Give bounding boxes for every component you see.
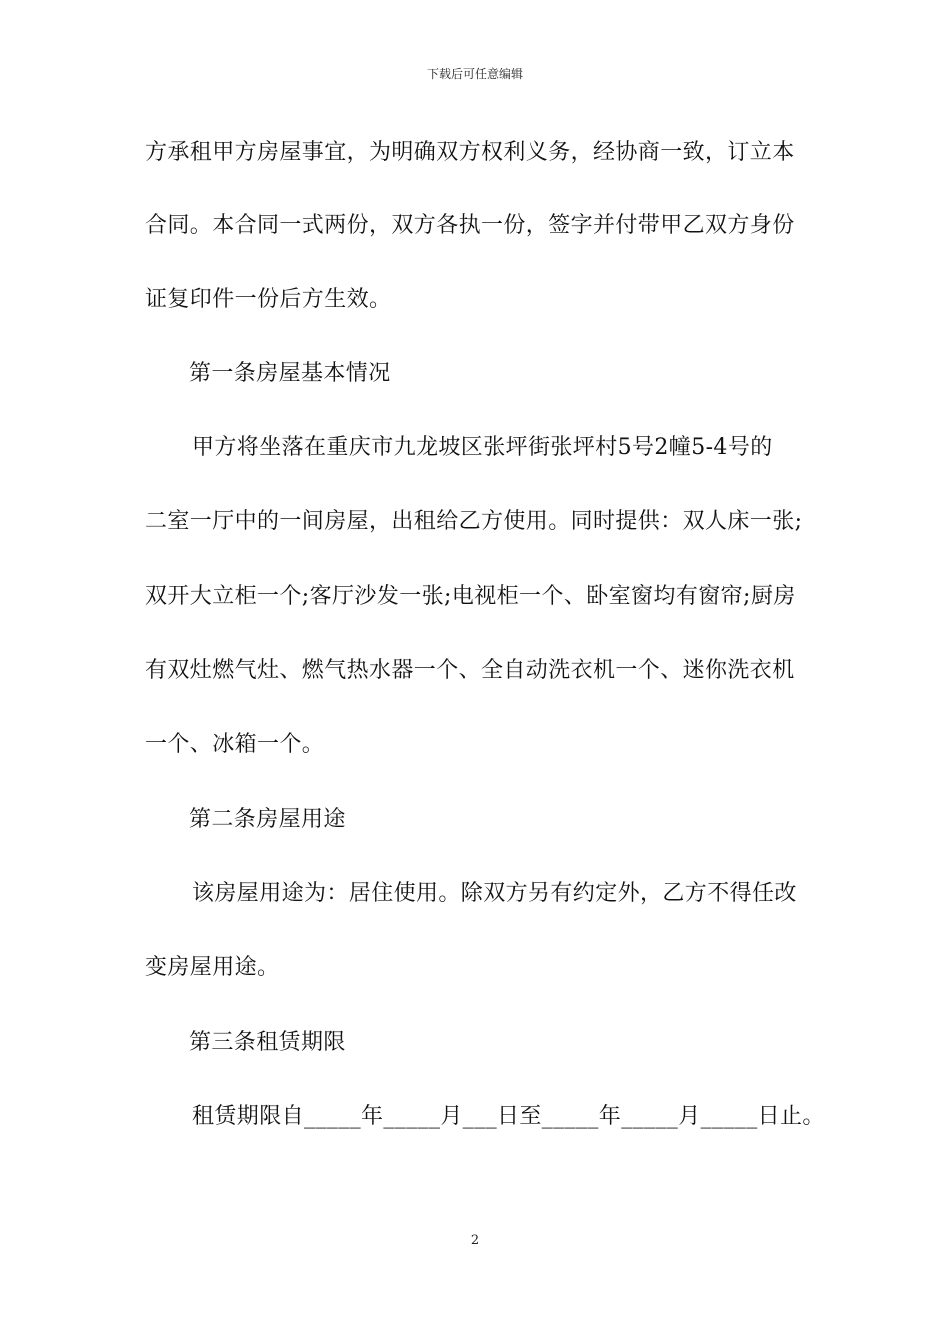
paragraph-line: 双开大立柜一个;客厅沙发一张;电视柜一个、卧室窗均有窗帘;厨房 — [145, 584, 796, 609]
paragraph-line: 合同。本合同一式两份，双方各执一份，签字并付带甲乙双方身份 — [145, 213, 795, 238]
section-heading-2: 第二条房屋用途 — [189, 807, 346, 832]
page-header: 下载后可任意编辑 — [426, 67, 523, 81]
paragraph-line: 甲方将坐落在重庆市九龙坡区张坪街张坪村5号2幢5-4号的 — [192, 435, 773, 460]
paragraph-line: 证复印件一份后方生效。 — [145, 287, 392, 312]
section-heading-1: 第一条房屋基本情况 — [189, 361, 391, 386]
paragraph-line: 变房屋用途。 — [145, 955, 280, 980]
paragraph-line: 有双灶燃气灶、燃气热水器一个、全自动洗衣机一个、迷你洗衣机 — [145, 658, 795, 683]
paragraph-line: 一个、冰箱一个。 — [145, 732, 325, 757]
paragraph-line: 该房屋用途为：居住使用。除双方另有约定外，乙方不得任改 — [192, 881, 797, 906]
paragraph-line: 方承租甲方房屋事宜，为明确双方权利义务，经协商一致，订立本 — [145, 140, 795, 165]
page-number: 2 — [470, 1233, 480, 1248]
paragraph-line: 租赁期限自_____年_____月___日至_____年_____月_____日止。 — [192, 1104, 825, 1129]
section-heading-3: 第三条租赁期限 — [189, 1030, 346, 1055]
paragraph-line: 二室一厅中的一间房屋，出租给乙方使用。同时提供：双人床一张; — [145, 509, 803, 534]
